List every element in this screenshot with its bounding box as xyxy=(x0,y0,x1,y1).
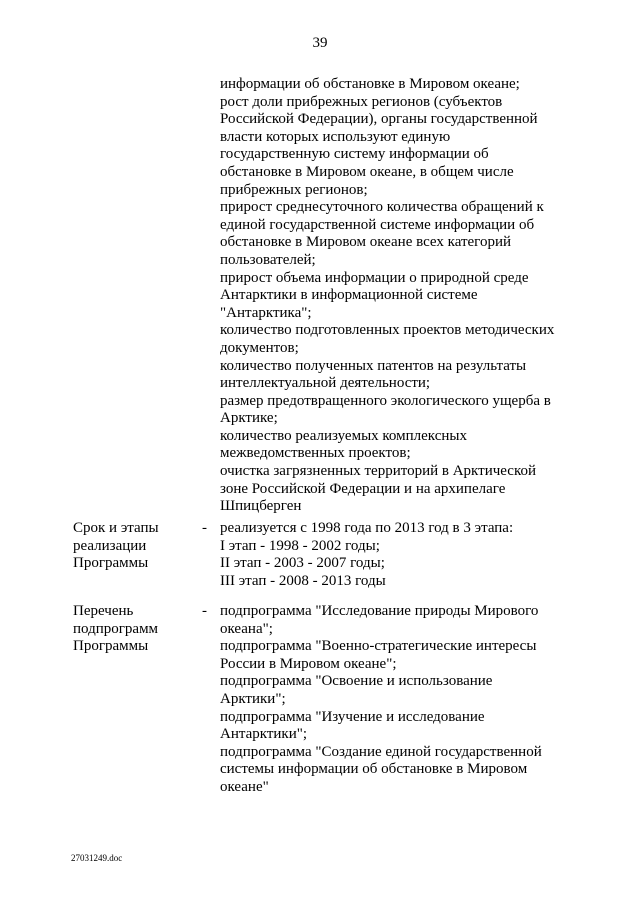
indicator-line: единой государственной системе информации об xyxy=(220,216,535,233)
subprogram-line: Арктики"; xyxy=(220,690,286,707)
subprogram-line: подпрограмма "Изучение и исследование xyxy=(220,708,485,725)
indicator-line: межведомственных проектов; xyxy=(220,445,411,462)
subprogram-line: океана"; xyxy=(220,620,273,637)
subprogram-line: России в Мировом океане"; xyxy=(220,655,397,672)
subprogram-line: Антарктики"; xyxy=(220,726,308,743)
indicator-line: очистка загрязненных территорий в Арктической xyxy=(220,463,537,480)
subprograms-label-line: подпрограмм xyxy=(73,620,159,637)
indicator-line: зоне Российской Федерации и на архипелаге xyxy=(220,480,506,497)
indicator-line: информации об обстановке в Мировом океане; xyxy=(220,76,520,92)
timeline-label-line: Срок и этапы xyxy=(73,520,159,536)
indicator-line: Российской Федерации), органы государственной xyxy=(220,111,538,128)
subprogram-line: подпрограмма "Освоение и использование xyxy=(220,673,493,690)
indicator-line: Шпицберген xyxy=(220,498,302,515)
timeline-dash: - xyxy=(202,520,207,536)
timeline-line: III этап - 2008 - 2013 годы xyxy=(220,572,386,589)
indicator-line: пользователей; xyxy=(220,251,316,268)
subprograms-block xyxy=(220,603,570,797)
subprogram-line: подпрограмма "Военно-стратегические интересы xyxy=(220,638,537,655)
indicator-line: обстановке в Мировом океане всех категорий xyxy=(220,234,512,251)
timeline-line: I этап - 1998 - 2002 годы; xyxy=(220,537,380,554)
indicator-line: количество подготовленных проектов методических xyxy=(220,322,555,339)
subprogram-line: подпрограмма "Создание единой государственной xyxy=(220,743,542,760)
timeline-block xyxy=(220,520,570,590)
subprogram-line: подпрограмма "Исследование природы Мирового xyxy=(220,603,539,619)
subprograms-label-line: Перечень xyxy=(73,603,134,619)
timeline-line: II этап - 2003 - 2007 годы; xyxy=(220,555,385,572)
subprograms-dash: - xyxy=(202,603,207,619)
indicator-line: государственную систему информации об xyxy=(220,146,489,163)
indicator-line: размер предотвращенного экологического ущерба в xyxy=(220,392,551,409)
indicator-line: интеллектуальной деятельности; xyxy=(220,375,431,392)
indicator-line: прирост среднесуточного количества обращений к xyxy=(220,199,544,216)
footer-filename: 27031249.doc xyxy=(71,853,123,863)
indicators-block xyxy=(220,76,570,516)
indicator-line: обстановке в Мировом океане, в общем числе xyxy=(220,163,514,180)
indicator-line: количество полученных патентов на результаты xyxy=(220,357,527,374)
timeline-line: реализуется с 1998 года по 2013 год в 3 этапа: xyxy=(220,520,514,536)
indicator-line: Арктике; xyxy=(220,410,278,427)
subprograms-label xyxy=(73,603,203,656)
indicator-line: Антарктики в информационной системе xyxy=(220,287,478,304)
indicator-line: "Антарктика"; xyxy=(220,304,312,321)
subprogram-line: системы информации об обстановке в Мировом xyxy=(220,761,528,778)
indicator-line: власти которых используют единую xyxy=(220,128,451,145)
page-number: 39 xyxy=(312,35,328,51)
indicator-line: рост доли прибрежных регионов (субъектов xyxy=(220,93,503,110)
timeline-label xyxy=(73,520,203,573)
indicator-line: документов; xyxy=(220,339,299,356)
timeline-label-line: реализации xyxy=(73,537,147,554)
subprograms-label-line: Программы xyxy=(73,638,149,655)
indicator-line: прибрежных регионов; xyxy=(220,181,368,198)
timeline-label-line: Программы xyxy=(73,555,149,572)
indicator-line: прирост объема информации о природной среде xyxy=(220,269,529,286)
indicator-line: количество реализуемых комплексных xyxy=(220,427,467,444)
subprogram-line: океане" xyxy=(220,778,269,795)
